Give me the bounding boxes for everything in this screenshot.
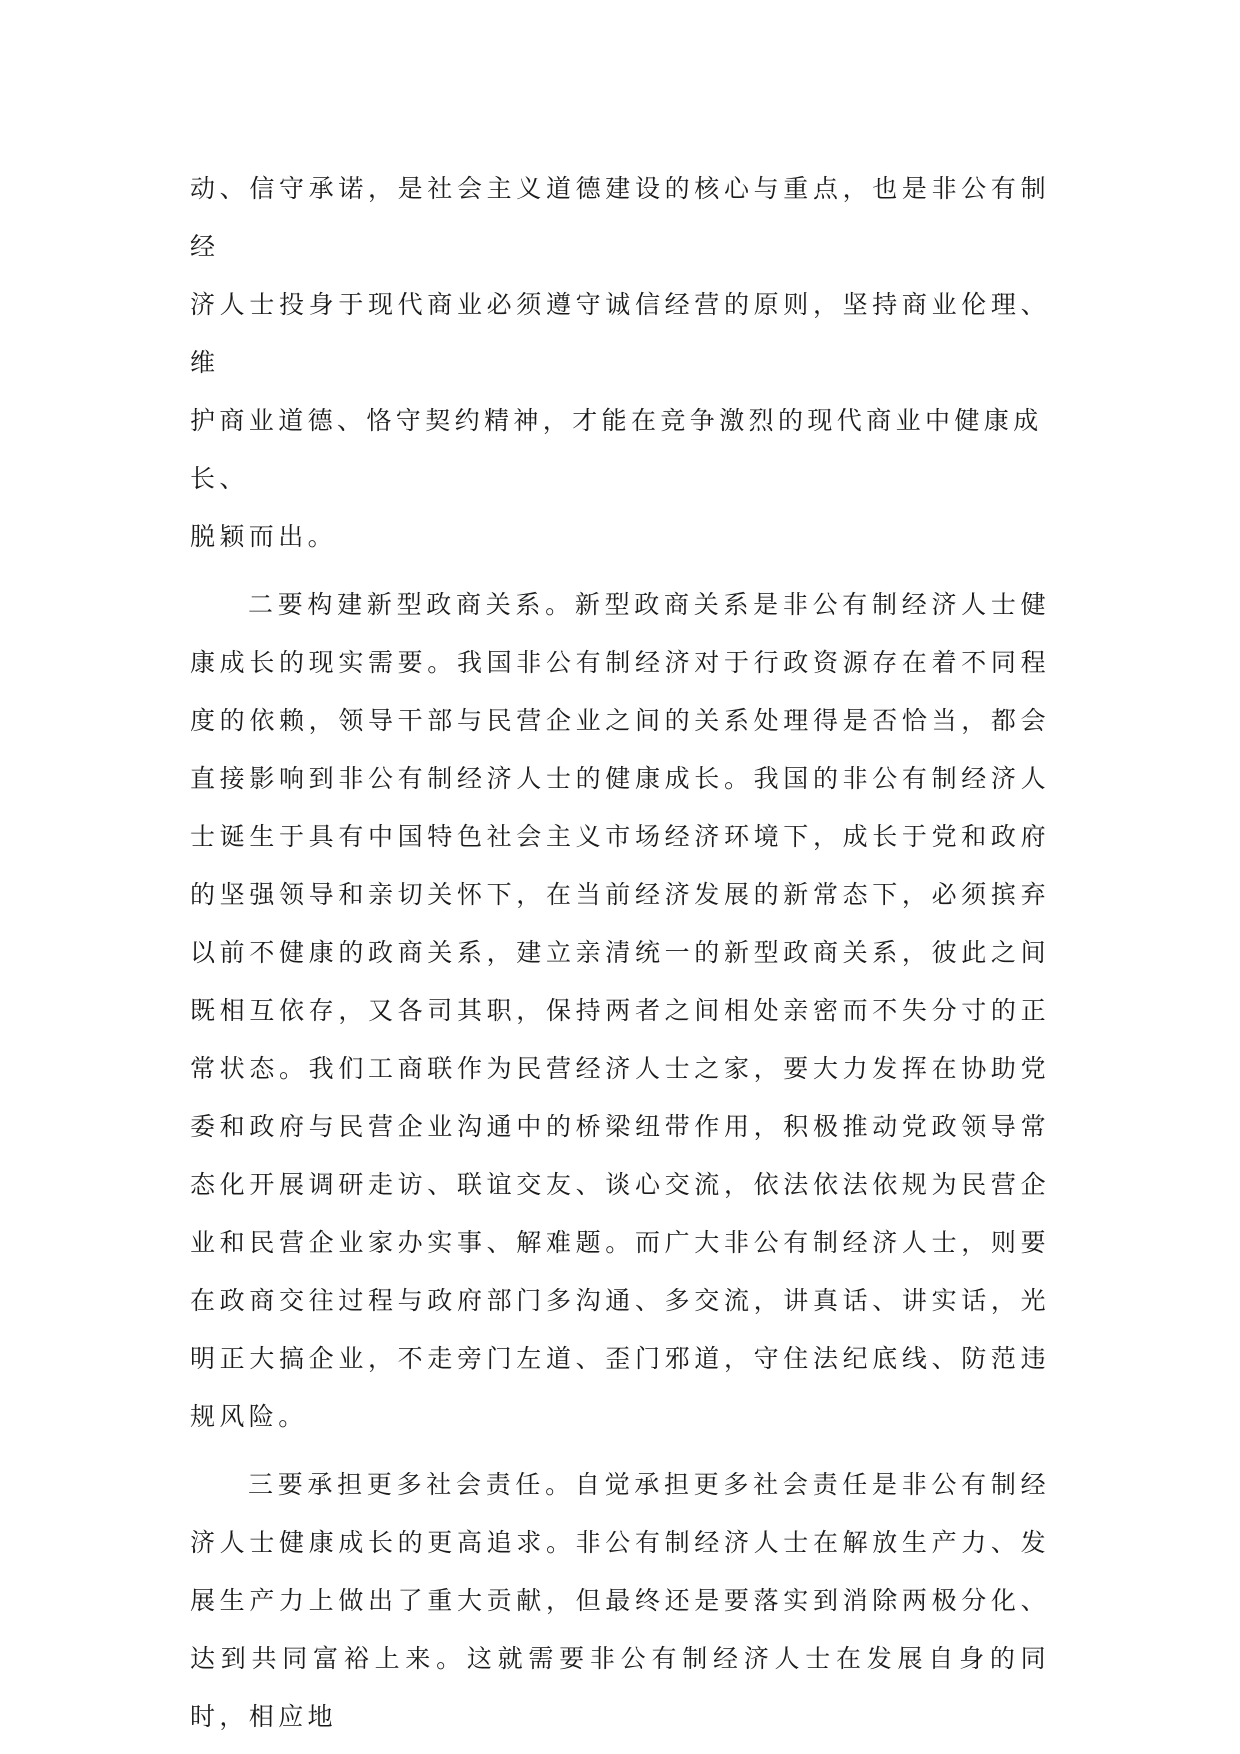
paragraph-political-business-relations: 二要构建新型政商关系。新型政商关系是非公有制经济人士健康成长的现实需要。我国非公有制经济对于行政资源存在着不同程度的依赖，领导干部与民营企业之间的关系处理得是否恰当，都会直接影响到非公有制经济人士的健康成长。我国的非公有制经济人士诞生于具有中国特色社会主义市场经济环境下，成长于党和政府的坚强领导和亲切关怀下，在当前经济发展的新常态下，必须摈弃以前不健康的政商关系，建立亲清统一的新型政商关系，彼此之间既相互依存，又各司其职，保持两者之间相处亲密而不失分寸的正常状态。我们工商联作为民营经济人士之家，要大力发挥在协助党委和政府与民营企业沟通中的桥梁纽带作用，积极推动党政领导常态化开展调研走访、联谊交友、谈心交流，依法依法依规为民营企业和民营企业家办实事、解难题。而广大非公有制经济人士，则要在政商交往过程与政府部门多沟通、多交流，讲真话、讲实话，光明正大搞企业，不走旁门左道、歪门邪道，守住法纪底线、防范违规风险。 <box>190 590 1050 1431</box>
text-line: 护商业道德、恪守契约精神，才能在竞争激烈的现代商业中健康成 <box>190 406 1043 435</box>
text-line: 脱颖而出。 <box>190 522 338 551</box>
text-line: 长、 <box>190 464 249 493</box>
paragraph-social-responsibility: 三要承担更多社会责任。自觉承担更多社会责任是非公有制经济人士健康成长的更高追求。非公有制经济人士在解放生产力、发展生产力上做出了重大贡献，但最终还是要落实到消除两极分化、达到共同富裕上来。这就需要非公有制经济人士在发展自身的同时，相应地 <box>190 1470 1050 1731</box>
text-line: 动、信守承诺，是社会主义道德建设的核心与重点，也是非公有制经 <box>190 174 1050 261</box>
text-line: 济人士投身于现代商业必须遵守诚信经营的原则，坚持商业伦理、维 <box>190 290 1050 377</box>
document-body <box>190 160 1050 1746</box>
paragraph-continuation <box>190 160 1050 566</box>
